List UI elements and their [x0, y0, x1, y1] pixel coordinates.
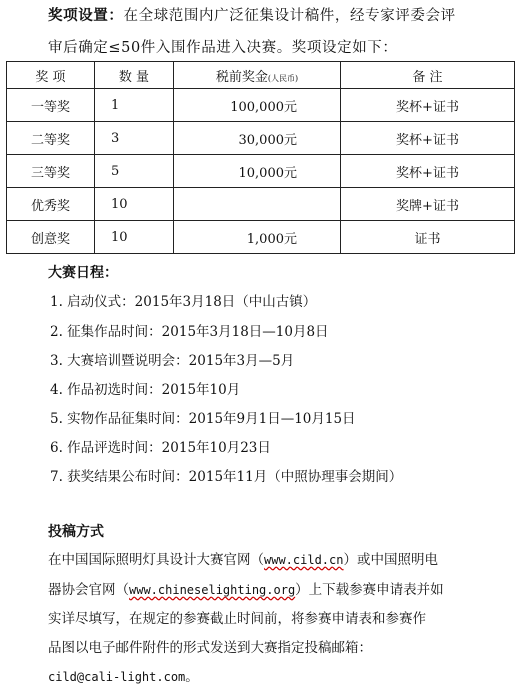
submission-title: 投稿方式 [48, 524, 104, 540]
awards-table [6, 61, 515, 254]
schedule-item: 2. 征集作品时间：2015年3月18日—10月8日 [50, 324, 329, 340]
award-cell: 三等奖 [7, 155, 95, 188]
intro-text-1: 在全球范围内广泛征集设计稿件，经专家评委会评 [123, 8, 456, 24]
note-cell: 证书 [341, 221, 515, 254]
table-row [7, 89, 515, 122]
award-cell: 一等奖 [7, 89, 95, 122]
schedule-item: 7. 获奖结果公布时间：2015年11月（中照协理事会期间） [50, 469, 403, 485]
count-cell: 5 [95, 155, 174, 188]
note-cell: 奖杯+证书 [341, 122, 515, 155]
note-cell: 奖牌+证书 [341, 188, 515, 221]
header-note: 备 注 [341, 62, 515, 89]
schedule-item: 1. 启动仪式：2015年3月18日（中山古镇） [50, 294, 317, 310]
award-cell: 优秀奖 [7, 188, 95, 221]
schedule-title: 大赛日程： [48, 265, 118, 281]
schedule-item: 6. 作品评选时间：2015年10月23日 [50, 440, 271, 456]
header-prize [174, 62, 341, 89]
table-header-row [7, 62, 515, 89]
prize-cell [174, 155, 341, 188]
submission-text: 。 [185, 669, 199, 685]
count-cell: 10 [95, 188, 174, 221]
prize-value: 100,000元 [230, 99, 297, 115]
schedule-item: 4. 作品初选时间：2015年10月 [50, 382, 241, 398]
table-row [7, 155, 515, 188]
table-row [7, 188, 515, 221]
awards-label: 奖项设置： [48, 7, 124, 24]
intro-line-2: 审后确定≤50件入围作品进入决赛。奖项设定如下： [48, 40, 398, 56]
note-cell: 奖杯+证书 [341, 155, 515, 188]
schedule-item: 3. 大赛培训暨说明会：2015年3月—5月 [50, 353, 295, 369]
submission-line-5 [48, 665, 199, 685]
header-prize-unit: (人民币) [267, 73, 299, 83]
intro-line-1 [48, 4, 456, 25]
submission-line-1 [48, 548, 438, 568]
prize-cell [174, 122, 341, 155]
prize-cell [174, 188, 341, 221]
table-row [7, 122, 515, 155]
header-prize-label: 税前奖金 [215, 69, 268, 85]
count-cell: 10 [95, 221, 174, 254]
submission-line-2 [48, 578, 444, 598]
prize-value: 10,000元 [238, 165, 297, 181]
submission-text: 在中国国际照明灯具设计大赛官网（ [48, 552, 264, 568]
table-row [7, 221, 515, 254]
submission-email[interactable]: cild@cali-light.com [48, 670, 186, 684]
submission-text: 器协会官网（ [48, 582, 129, 598]
prize-cell [174, 89, 341, 122]
submission-line-4: 品图以电子邮件附件的形式发送到大赛指定投稿邮箱： [48, 640, 372, 656]
submission-text: ）上下载参赛申请表并如 [295, 582, 444, 598]
schedule-item: 5. 实物作品征集时间：2015年9月1日—10月15日 [50, 411, 356, 427]
header-award: 奖 项 [7, 62, 95, 89]
prize-cell [174, 221, 341, 254]
chineselighting-website-link[interactable]: www.chineselighting.org [129, 583, 296, 597]
count-cell: 1 [95, 89, 174, 122]
submission-text: ）或中国照明电 [343, 552, 438, 568]
prize-value: 30,000元 [238, 132, 297, 148]
header-count: 数 量 [95, 62, 174, 89]
award-cell: 创意奖 [7, 221, 95, 254]
note-cell: 奖杯+证书 [341, 89, 515, 122]
count-cell: 3 [95, 122, 174, 155]
cild-website-link[interactable]: www.cild.cn [264, 553, 344, 567]
prize-value: 1,000元 [246, 231, 297, 247]
award-cell: 二等奖 [7, 122, 95, 155]
submission-line-3: 实详尽填写，在规定的参赛截止时间前，将参赛申请表和参赛作 [48, 611, 426, 627]
